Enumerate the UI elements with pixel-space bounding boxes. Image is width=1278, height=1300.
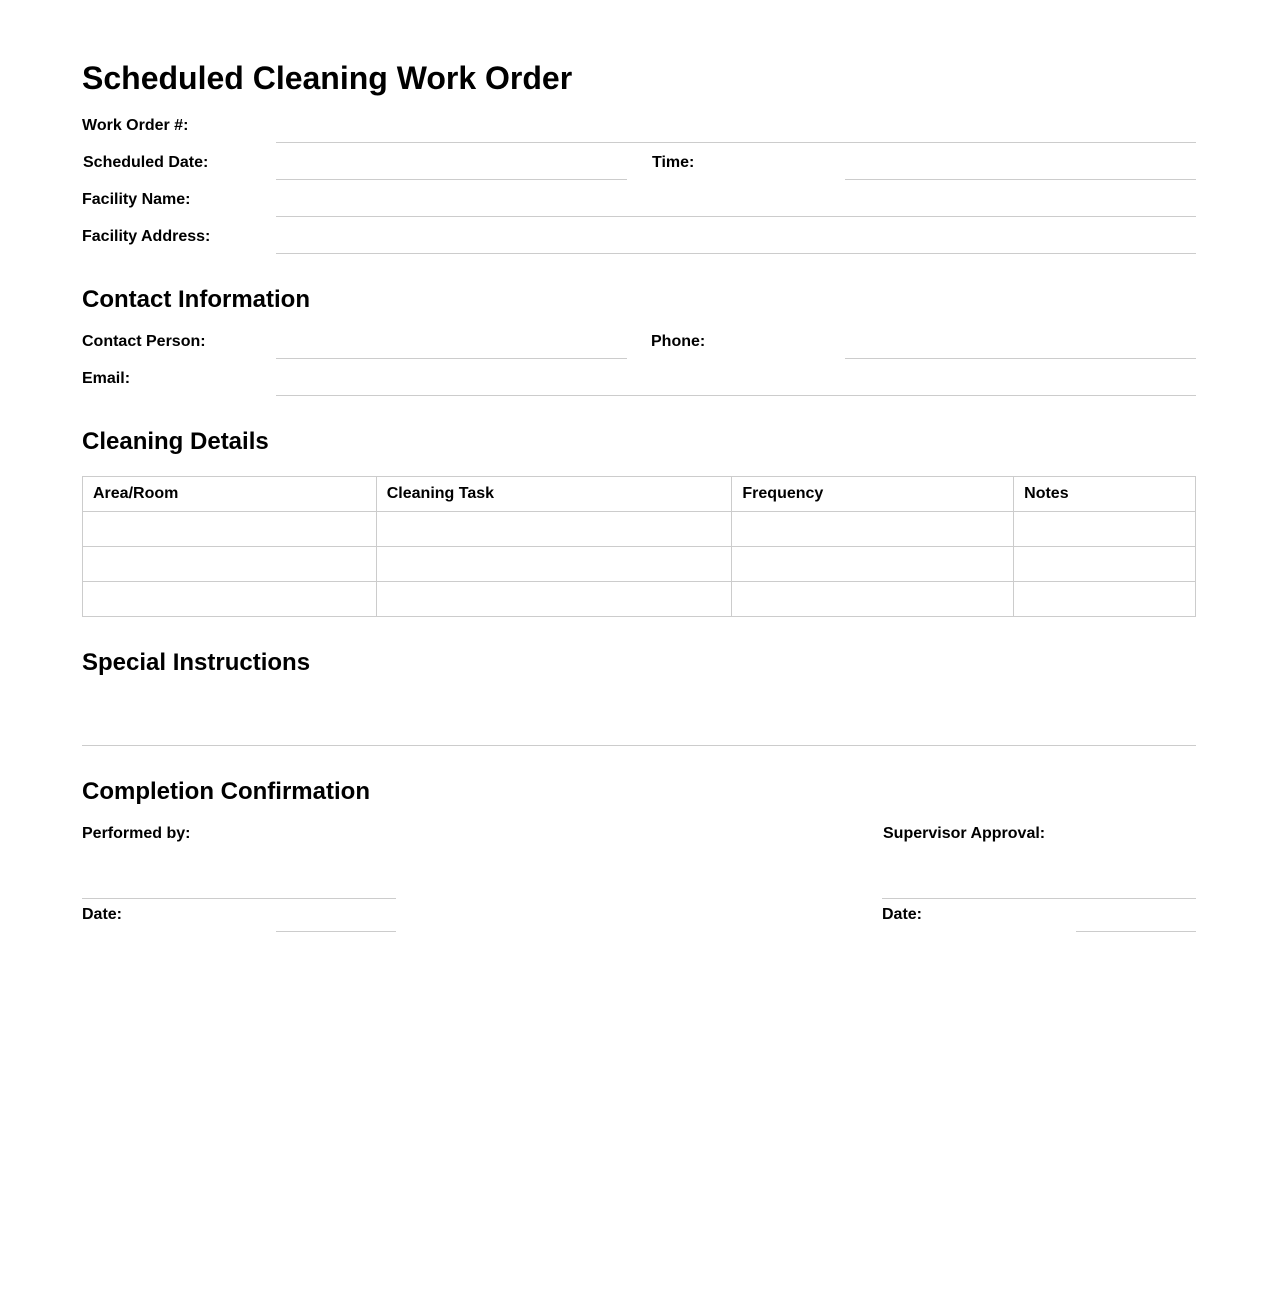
email-field[interactable]: [276, 395, 1196, 396]
phone-field[interactable]: [845, 358, 1196, 359]
special-instructions-underline: [82, 745, 1196, 746]
scheduled-date-label: Scheduled Date:: [83, 154, 209, 171]
cell-frequency[interactable]: [732, 512, 1014, 547]
email-label: Email:: [82, 370, 131, 387]
cleaning-details-table: [82, 476, 1196, 617]
performed-by-date-label: Date:: [82, 906, 123, 923]
facility-address-label: Facility Address:: [82, 228, 211, 245]
supervisor-date-label: Date:: [882, 906, 923, 923]
cell-cleaning-task[interactable]: [376, 547, 732, 582]
special-instructions-field[interactable]: [82, 690, 1196, 744]
cleaning-details-heading: Cleaning Details: [82, 428, 269, 455]
supervisor-signature-field[interactable]: [882, 898, 1196, 899]
cell-area-room[interactable]: [83, 512, 377, 547]
column-header-cleaning-task: Cleaning Task: [376, 477, 732, 512]
facility-address-field[interactable]: [276, 253, 1196, 254]
column-header-area-room: Area/Room: [83, 477, 377, 512]
time-label: Time:: [652, 154, 695, 171]
cell-frequency[interactable]: [732, 547, 1014, 582]
column-header-notes: Notes: [1014, 477, 1196, 512]
scheduled-date-field[interactable]: [276, 179, 627, 180]
table-row: [83, 582, 1196, 617]
cell-notes[interactable]: [1014, 582, 1196, 617]
phone-label: Phone:: [651, 333, 706, 350]
cell-cleaning-task[interactable]: [376, 582, 732, 617]
completion-heading: Completion Confirmation: [82, 778, 370, 805]
work-order-field[interactable]: [276, 142, 1196, 143]
facility-name-label: Facility Name:: [82, 191, 191, 208]
table-header-row: [83, 477, 1196, 512]
work-order-label: Work Order #:: [82, 117, 189, 134]
contact-person-label: Contact Person:: [82, 333, 206, 350]
cell-notes[interactable]: [1014, 512, 1196, 547]
supervisor-date-field[interactable]: [1076, 931, 1196, 932]
contact-person-field[interactable]: [276, 358, 627, 359]
supervisor-approval-label: Supervisor Approval:: [883, 825, 1046, 842]
performed-by-signature-field[interactable]: [82, 898, 396, 899]
contact-heading: Contact Information: [82, 286, 310, 313]
cell-cleaning-task[interactable]: [376, 512, 732, 547]
performed-by-label: Performed by:: [82, 825, 191, 842]
table-row: [83, 512, 1196, 547]
time-field[interactable]: [845, 179, 1196, 180]
special-instructions-heading: Special Instructions: [82, 649, 311, 676]
facility-name-field[interactable]: [276, 216, 1196, 217]
page-title: Scheduled Cleaning Work Order: [82, 60, 573, 96]
cell-frequency[interactable]: [732, 582, 1014, 617]
column-header-frequency: Frequency: [732, 477, 1014, 512]
table-row: [83, 547, 1196, 582]
cell-area-room[interactable]: [83, 582, 377, 617]
performed-by-date-field[interactable]: [276, 931, 396, 932]
cell-notes[interactable]: [1014, 547, 1196, 582]
cell-area-room[interactable]: [83, 547, 377, 582]
